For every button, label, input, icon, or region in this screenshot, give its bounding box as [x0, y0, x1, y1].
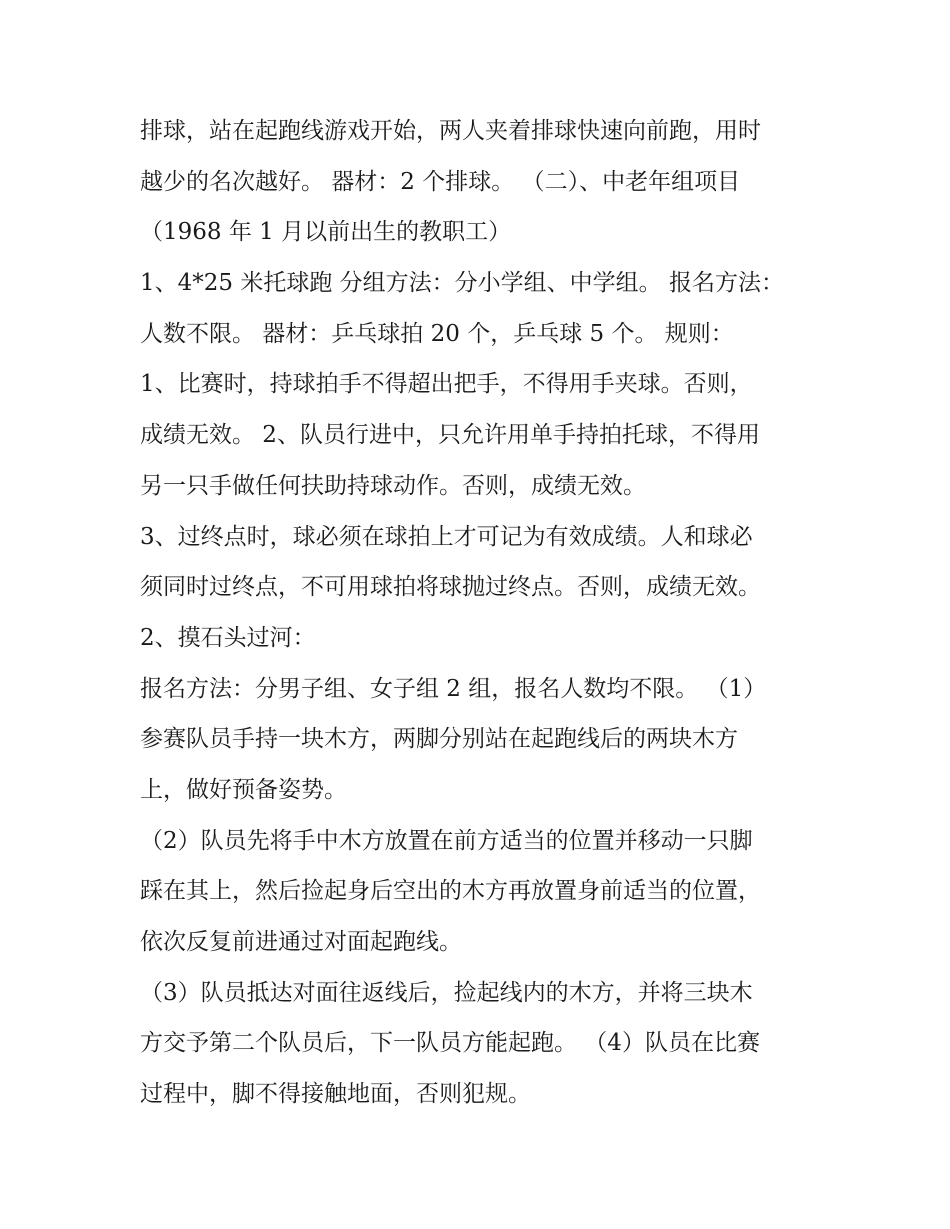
text-line: 2、摸石头过河：: [140, 624, 316, 651]
text-line: 踩在其上，然后捡起身后空出的木方再放置身前适当的位置，: [140, 878, 761, 905]
text-line: 人数不限。 器材：乒乓球拍 20 个，乒乓球 5 个。 规则：: [140, 320, 734, 347]
text-line: 排球，站在起跑线游戏开始，两人夹着排球快速向前跑，用时: [140, 118, 761, 144]
text-line: 上，做好预备姿势。: [140, 776, 347, 803]
text-line: 须同时过终点，不可用球拍将球抛过终点。否则，成绩无效。: [140, 574, 761, 601]
document-body: [140, 106, 820, 1120]
text-line: 越少的名次越好。 器材：2 个排球。 （二）、中老年组项目: [140, 168, 741, 195]
text-line: 参赛队员手持一块木方，两脚分别站在起跑线后的两块木方: [140, 726, 738, 753]
text-line: 过程中，脚不得接触地面，否则犯规。: [140, 1081, 531, 1108]
text-line: （1968 年 1 月以前出生的教职工）: [140, 219, 512, 246]
text-line: 3、过终点时，球必须在球拍上才可记为有效成绩。人和球必: [140, 523, 753, 550]
text-line: 报名方法：分男子组、女子组 2 组，报名人数均不限。 （1）: [140, 675, 767, 702]
text-line: （2）队员先将手中木方放置在前方适当的位置并移动一只脚: [140, 827, 753, 854]
text-line: 成绩无效。 2、队员行进中，只允许用单手持拍托球，不得用: [140, 422, 760, 449]
text-line: 1、4*25 米托球跑 分组方法：分小学组、中学组。 报名方法：: [140, 270, 784, 297]
text-line: 1、比赛时，持球拍手不得超出把手，不得用手夹球。否则，: [140, 371, 753, 398]
text-line: 方交予第二个队员后，下一队员方能起跑。 （4）队员在比赛: [140, 1030, 760, 1057]
text-line: 另一只手做任何扶助持球动作。否则，成绩无效。: [140, 472, 646, 499]
text-line: （3）队员抵达对面往返线后，捡起线内的木方，并将三块木: [140, 979, 753, 1006]
text-line: 依次反复前进通过对面起跑线。: [140, 929, 462, 955]
